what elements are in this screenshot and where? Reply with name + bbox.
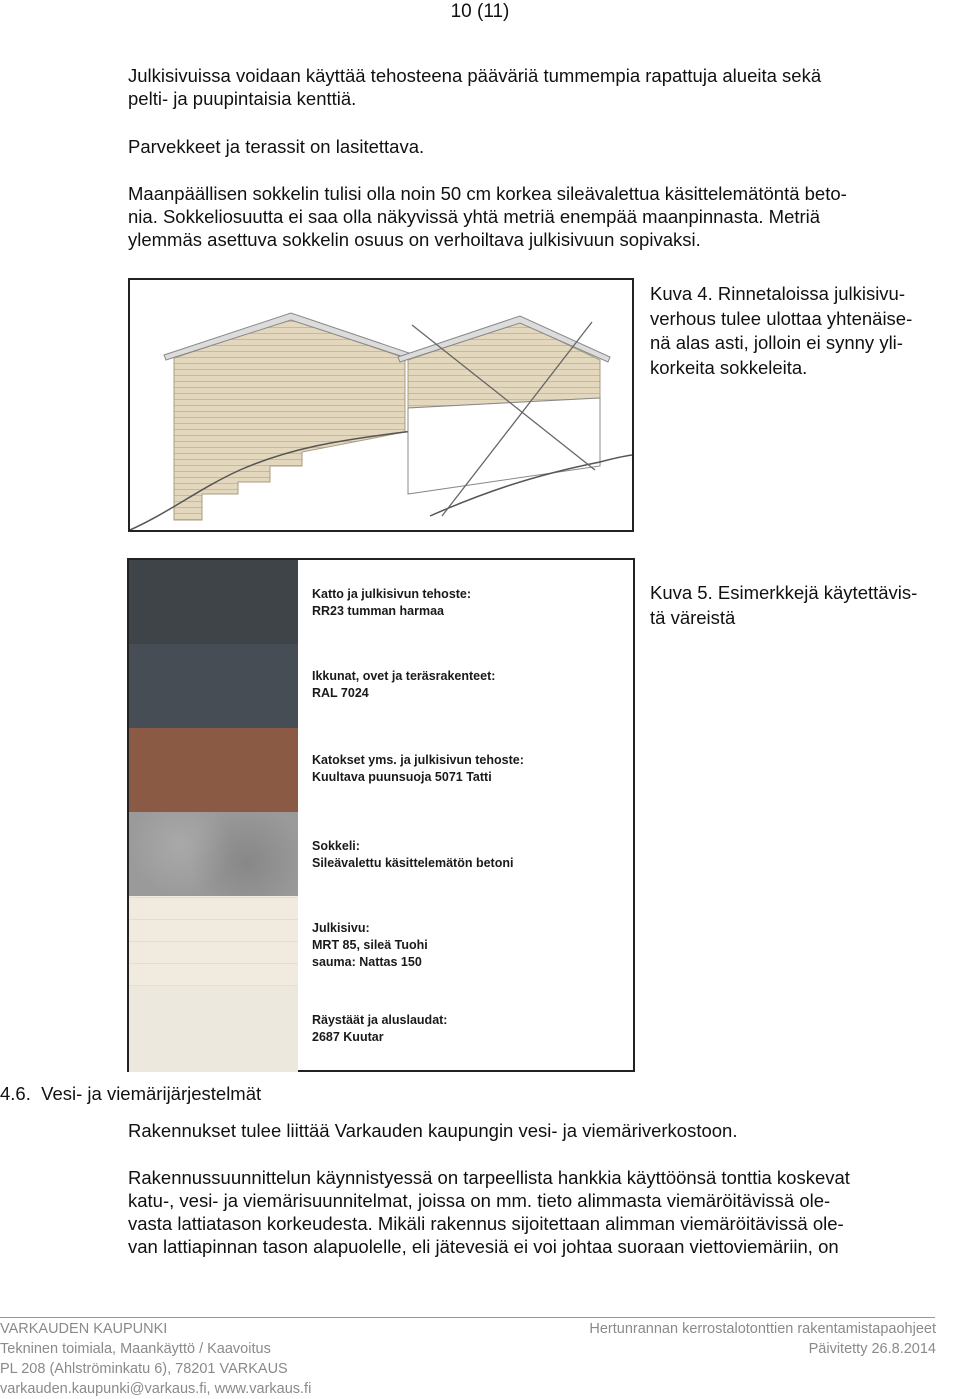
swatch-label-line: sauma: Nattas 150	[312, 955, 422, 969]
swatch-label-line: Katto ja julkisivun tehoste:	[312, 587, 472, 601]
swatch-label-windows	[312, 668, 495, 702]
footer-dept: Tekninen toimiala, Maankäyttö / Kaavoitus	[0, 1341, 271, 1357]
text-line: pelti- ja puupintaisia kenttiä.	[128, 88, 357, 109]
text-line: nia. Sokkeliosuutta ei saa olla näkyvissä yhtä metriä enempää maanpinnasta. Metriä	[128, 206, 821, 227]
caption-line: nä alas asti, jolloin ei synny yli-	[650, 332, 903, 353]
caption-line: Kuva 5. Esimerkkejä käytettävis-	[650, 582, 918, 603]
swatch-label-line: Räystäät ja aluslaudat:	[312, 1013, 448, 1027]
swatch-label-plinth	[312, 838, 513, 872]
swatch-roof	[129, 560, 298, 644]
text-line: vasta lattiatason korkeudesta. Mikäli rakennus sijoitettaan alimman viemäröitävissä ole-	[128, 1213, 844, 1234]
swatch-windows	[129, 644, 298, 728]
swatch-label-line: RR23 tumman harmaa	[312, 604, 444, 618]
paragraph-facade-accents	[128, 64, 958, 110]
swatch-label-line: Julkisivu:	[312, 921, 370, 935]
text-line: ylemmäs asettuva sokkelin osuus on verhoiltava julkisivuun sopivaksi.	[128, 229, 701, 250]
caption-line: verhous tulee ulottaa yhtenäise-	[650, 307, 913, 329]
text-line: van lattiapinnan tason alapuolelle, eli jätevesiä ei voi johtaa suoraan viettoviemäriin, on	[128, 1236, 839, 1257]
footer-contact-link[interactable]: varkauden.kaupunki@varkaus.fi, www.varkaus.fi	[0, 1381, 312, 1397]
caption-line: Kuva 4. Rinnetaloissa julkisivu-	[650, 283, 906, 304]
text-line: katu-, vesi- ja viemärisuunnitelmat, joissa on mm. tieto alimmasta viemäröitävissä ole-	[128, 1190, 831, 1211]
footer-doc-title: Hertunrannan kerrostalotonttien rakentamistapaohjeet	[589, 1321, 936, 1337]
paragraph-plinth	[128, 182, 960, 251]
swatch-label-line: 2687 Kuutar	[312, 1030, 384, 1044]
footer-org: VARKAUDEN KAUPUNKI	[0, 1321, 168, 1337]
swatch-label-canopy	[312, 752, 524, 786]
footer-divider	[0, 1317, 935, 1318]
paragraph-sewer-planning	[128, 1166, 960, 1258]
footer-right	[516, 1319, 936, 1359]
text-line: Maanpäällisen sokkelin tulisi olla noin 50 cm korkea sileävalettua käsittelemätöntä beto-	[128, 183, 847, 204]
swatch-canopy	[129, 728, 298, 812]
slope-houses-illustration	[130, 280, 632, 530]
paragraph-balconies: Parvekkeet ja terassit on lasitettava.	[128, 136, 425, 157]
section-heading: 4.6. Vesi- ja viemärijärjestelmät	[0, 1083, 262, 1104]
swatch-label-line: MRT 85, sileä Tuohi	[312, 938, 428, 952]
figure4-caption	[650, 282, 960, 380]
page-number: 10 (11)	[450, 1, 510, 22]
swatch-label-line: Ikkunat, ovet ja teräsrakenteet:	[312, 669, 496, 683]
swatch-label-line: RAL 7024	[312, 686, 369, 700]
swatch-label-line: Sokkeli:	[312, 839, 360, 853]
swatch-label-line: Kuultava puunsuoja 5071 Tatti	[312, 770, 492, 784]
figure-slope-houses	[128, 278, 634, 532]
paragraph-connection: Rakennukset tulee liittää Varkauden kaupungin vesi- ja viemäriverkostoon.	[128, 1120, 738, 1141]
house-incorrect	[398, 316, 632, 516]
caption-line: tä väreistä	[650, 606, 736, 628]
figure5-caption	[650, 581, 960, 630]
text-line: Rakennussuunnittelun käynnistyessä on tarpeellista hankkia käyttöönsä tonttia koskevat	[128, 1167, 850, 1188]
swatch-plinth	[129, 812, 298, 896]
footer-address: PL 208 (Ahlströminkatu 6), 78201 VARKAUS	[0, 1361, 288, 1377]
figure-color-palette	[127, 558, 635, 1072]
footer-updated: Päivitetty 26.8.2014	[808, 1341, 936, 1357]
caption-line: korkeita sokkeleita.	[650, 356, 808, 378]
swatch-label-line: Sileävalettu käsittelemätön betoni	[312, 856, 514, 870]
swatch-eaves	[129, 986, 298, 1072]
swatch-label-facade	[312, 920, 428, 971]
swatch-label-roof	[312, 586, 471, 620]
footer-left	[0, 1319, 500, 1399]
swatch-label-line: Katokset yms. ja julkisivun tehoste:	[312, 753, 524, 767]
swatch-label-eaves	[312, 1012, 447, 1046]
text-line: Julkisivuissa voidaan käyttää tehosteena pääväriä tummempia rapattuja alueita sekä	[128, 65, 822, 86]
swatch-facade	[129, 896, 298, 986]
